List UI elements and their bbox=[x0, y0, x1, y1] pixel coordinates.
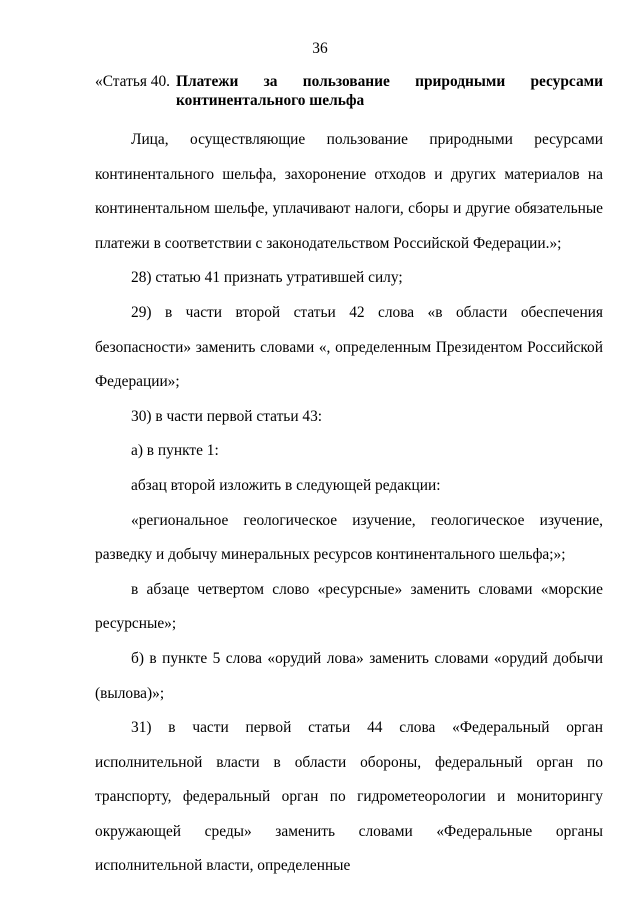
paragraph-item-30: 30) в части первой статьи 43: bbox=[131, 407, 323, 425]
article-title bbox=[176, 72, 603, 110]
article-label: «Статья 40. bbox=[95, 73, 171, 90]
paragraph-abzac-4: в абзаце четвертом слово «ресурсные» заменить словами «морские ресурсные»; bbox=[95, 580, 603, 633]
document-body bbox=[95, 72, 603, 884]
paragraph-item-28: 28) статью 41 признать утратившей силу; bbox=[131, 269, 403, 287]
paragraph-article-40-text: Лица, осуществляющие пользование природными ресурсами континентального шельфа, захоронение отходов и других материалов на континентальном шельфе, уплачивают налоги, сборы и другие обязательные платежи в соответствии с законодательством Российской Федерации.»; bbox=[95, 131, 603, 252]
paragraph-quote: «региональное геологическое изучение, геологическое изучение, разведку и добычу минеральных ресурсов континентального шельфа;»; bbox=[95, 511, 603, 564]
paragraph-abzac-2: абзац второй изложить в следующей редакции: bbox=[131, 476, 441, 494]
paragraph-item-29: 29) в части второй статьи 42 слова «в области обеспечения безопасности» заменить словами «, определенным Президентом Российской Федерации»; bbox=[95, 303, 603, 391]
article-heading bbox=[95, 72, 603, 110]
paragraph-subitem-b: б) в пункте 5 слова «орудий лова» заменить словами «орудий добычи (вылова)»; bbox=[95, 649, 603, 702]
article-title-line-2: континентального шельфа bbox=[176, 92, 365, 109]
paragraph-subitem-a: а) в пункте 1: bbox=[131, 442, 219, 460]
paragraph-item-31: 31) в части первой статьи 44 слова «Федеральный орган исполнительной власти в области обороны, федеральный орган по транспорту, федеральный орган по гидрометеорологии и мониторингу окружающей среды» заменить словами «Федеральные органы исполнительной власти, определенные bbox=[95, 719, 603, 875]
article-title-line-1: Платежи за пользование природными ресурсами bbox=[176, 73, 603, 90]
page-number: 36 bbox=[312, 40, 328, 57]
